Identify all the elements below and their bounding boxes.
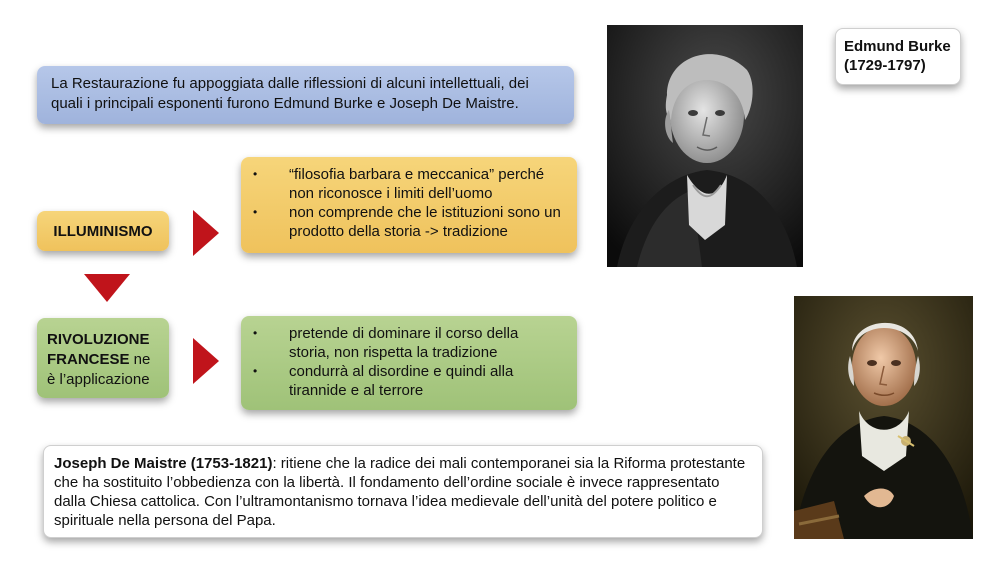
intro-box	[37, 66, 574, 124]
maistre-name: Joseph De Maistre (1753-1821)	[54, 455, 273, 472]
list-item	[253, 362, 563, 400]
rivoluzione-note-2: condurrà al disordine e quindi alla tirannide e al terrore	[289, 363, 514, 399]
illuminismo-note-2: non comprende che le istituzioni sono un prodotto della storia -> tradizione	[289, 204, 561, 240]
list-item	[253, 165, 563, 203]
rivoluzione-label: RIVOLUZIONE FRANCESE	[47, 331, 150, 368]
illuminismo-notes-box	[241, 157, 577, 253]
maistre-text-box	[43, 445, 763, 538]
rivoluzione-note-1: pretende di dominare il corso della storia, non rispetta la tradizione	[289, 325, 519, 361]
bullet-icon: •	[253, 364, 258, 378]
list-item	[253, 203, 563, 241]
illuminismo-note-1: “filosofia barbara e meccanica” perché non riconosce i limiti dell’uomo	[289, 166, 545, 202]
burke-name: Edmund Burke	[844, 38, 951, 55]
bullet-icon: •	[253, 167, 258, 181]
right-arrow-icon	[193, 338, 219, 384]
bullet-icon: •	[253, 326, 258, 340]
burke-portrait-image	[607, 25, 803, 267]
right-arrow-icon	[193, 210, 219, 256]
list-item	[253, 324, 563, 362]
maistre-description: : ritiene che la radice dei mali contemporanei sia la Riforma protestante che ha sostituito l’obbedienza con la libertà. Il fondamento dell’ordine sociale è invece rappresentato dalla Chiesa cattolica. Con l’ultramontanismo tornava l’idea medievale dell’unità del potere politico e spirituale nella persona del Papa.	[54, 455, 746, 529]
burke-years: (1729-1797)	[844, 57, 926, 74]
rivoluzione-notes-box	[241, 316, 577, 410]
rivoluzione-box	[37, 318, 169, 398]
burke-name-box	[835, 28, 961, 85]
rivoluzione-label-rest: ne è l’applicazione	[47, 351, 151, 388]
intro-text: La Restaurazione fu appoggiata dalle riflessioni di alcuni intellettuali, dei quali i principali esponenti furono Edmund Burke e Joseph De Maistre.	[51, 75, 529, 112]
bullet-icon: •	[253, 205, 258, 219]
illuminismo-label: ILLUMINISMO	[53, 222, 153, 240]
illuminismo-box	[37, 211, 169, 251]
maistre-portrait-image	[794, 296, 973, 539]
down-arrow-icon	[84, 274, 130, 302]
